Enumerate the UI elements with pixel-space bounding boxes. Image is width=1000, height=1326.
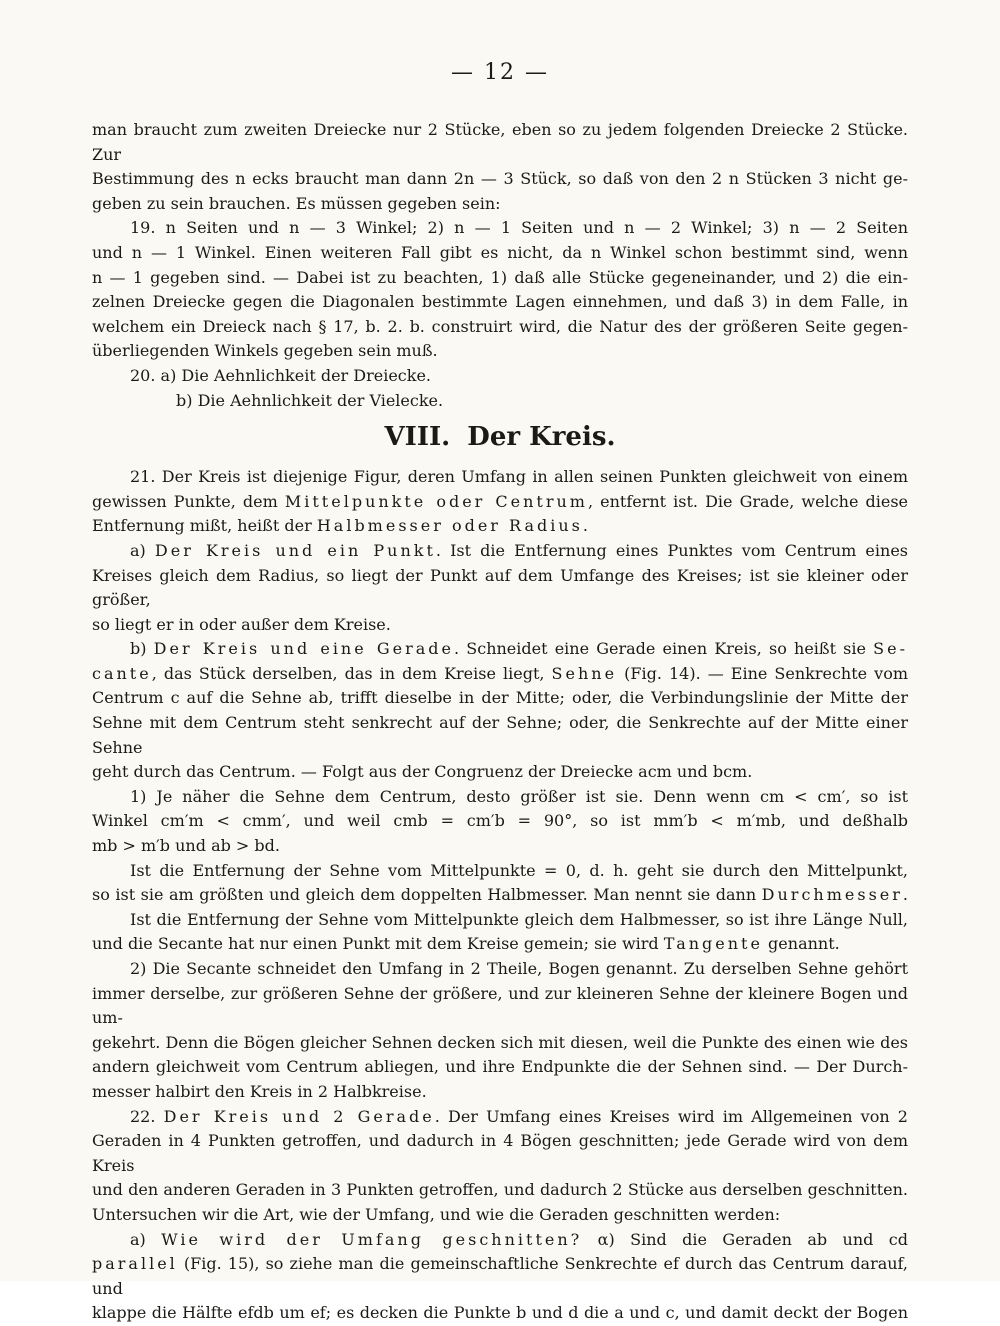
text-line: Winkel cm′m < cmm′, und weil cmb = cm′b = 90°, so ist mm′b < m′mb, und deßhalb <box>92 811 908 831</box>
text-line: 1) Je näher die Sehne dem Centrum, desto größer ist sie. Denn wenn cm < cm′, so ist <box>130 786 908 806</box>
text-line: messer halbirt den Kreis in 2 Halbkreise. <box>92 1081 427 1101</box>
text-line: Entfernung mißt, heißt der Halbmesser oder Radius. <box>92 516 588 536</box>
text-line: welchem ein Dreieck nach § 17, b. 2. b. construirt wird, die Natur des der größeren Seite gegen- <box>92 316 908 336</box>
section-title: Der Kreis. <box>467 422 616 453</box>
text-line: 19. n Seiten und n — 3 Winkel; 2) n — 1 Seiten und n — 2 Winkel; 3) n — 2 Seiten <box>130 218 908 238</box>
text-line: a) Wie wird der Umfang geschnitten? α) Sind die Geraden ab und cd <box>130 1229 908 1249</box>
text-line: klappe die Hälfte efdb um ef; es decken die Punkte b und d die a und c, und damit deckt der Bogen <box>92 1303 908 1323</box>
body-text <box>92 118 908 413</box>
page-number: — 12 — <box>451 60 549 85</box>
text-line: Bestimmung des n ecks braucht man dann 2n — 3 Stück, so daß von den 2 n Stücken 3 nicht ge- <box>92 169 908 189</box>
text-line: Ist die Entfernung der Sehne vom Mittelpunkte gleich dem Halbmesser, so ist ihre Länge Null, <box>130 909 908 929</box>
text-line: Geraden in 4 Punkten getroffen, und dadurch in 4 Bögen geschnitten; jede Gerade wird von dem Kreis <box>92 1131 908 1175</box>
text-line: gewissen Punkte, dem Mittelpunkte oder Centrum, entfernt ist. Die Grade, welche diese <box>92 491 908 511</box>
text-line: mb > m′b und ab > bd. <box>92 836 280 856</box>
text-line: Centrum c auf die Sehne ab, trifft dieselbe in der Mitte; oder, die Verbindungslinie der Mitte der <box>92 688 908 708</box>
text-line: parallel (Fig. 15), so ziehe man die gemeinschaftliche Senkrechte ef durch das Centrum darauf, und <box>92 1254 908 1298</box>
text-line: gekehrt. Denn die Bögen gleicher Sehnen decken sich mit diesen, weil die Punkte des einen wie des <box>92 1032 908 1052</box>
text-line: Kreises gleich dem Radius, so liegt der Punkt auf dem Umfange des Kreises; ist sie kleiner oder größer, <box>92 565 908 610</box>
section-numeral: VIII. <box>384 422 451 453</box>
text-line: Ist die Entfernung der Sehne vom Mittelpunkte = 0, d. h. geht sie durch den Mittelpunkt, <box>130 860 908 880</box>
text-line: geht durch das Centrum. — Folgt aus der Congruenz der Dreiecke acm und bcm. <box>92 762 753 782</box>
text-line: geben zu sein brauchen. Es müssen gegeben sein: <box>92 193 501 213</box>
section-heading <box>92 421 908 453</box>
text-line: 22. Der Kreis und 2 Gerade. Der Umfang eines Kreises wird im Allgemeinen von 2 <box>130 1106 908 1126</box>
text-line: überliegenden Winkels gegeben sein muß. <box>92 341 438 361</box>
text-line: so liegt er in oder außer dem Kreise. <box>92 614 391 634</box>
text-line: 2) Die Secante schneidet den Umfang in 2 Theile, Bogen genannt. Zu derselben Sehne gehört <box>130 959 908 978</box>
text-line: 20. a) Die Aehnlichkeit der Dreiecke. <box>130 365 432 385</box>
text-line: man braucht zum zweiten Dreiecke nur 2 Stücke, eben so zu jedem folgenden Dreiecke 2 Stücke. Zur <box>92 120 908 164</box>
text-line: und die Secante hat nur einen Punkt mit dem Kreise gemein; sie wird Tangente genannt. <box>92 934 840 954</box>
text-line: so ist sie am größten und gleich dem doppelten Halbmesser. Man nennt sie dann Durchmesser. <box>92 885 908 905</box>
text-line: a) Der Kreis und ein Punkt. Ist die Entfernung eines Punktes vom Centrum eines <box>130 540 909 560</box>
body-text-continued <box>92 465 908 1326</box>
text-line: cante, das Stück derselben, das in dem Kreise liegt, Sehne (Fig. 14). — Eine Senkrechte vom <box>92 663 909 683</box>
text-line: 21. Der Kreis ist diejenige Figur, deren Umfang in allen seinen Punkten gleichweit von einem <box>130 467 908 487</box>
text-line: und den anderen Geraden in 3 Punkten getroffen, und dadurch 2 Stücke aus derselben geschnitten. <box>92 1180 908 1200</box>
text-line: Untersuchen wir die Art, wie der Umfang, und wie die Geraden geschnitten werden: <box>92 1204 781 1224</box>
text-line: andern gleichweit vom Centrum abliegen, und ihre Endpunkte die der Sehnen sind. — Der Durch- <box>92 1057 908 1077</box>
text-line: immer derselbe, zur größeren Sehne der größere, und zur kleineren Sehne der kleinere Bogen und um- <box>92 983 908 1028</box>
text-line: Sehne mit dem Centrum steht senkrecht auf der Sehne; oder, die Senkrechte auf der Mitte einer Sehne <box>92 713 908 757</box>
text-line: b) Der Kreis und eine Gerade. Schneidet eine Gerade einen Kreis, so heißt sie Se- <box>130 639 908 659</box>
text-line: und n — 1 Winkel. Einen weiteren Fall gibt es nicht, da n Winkel schon bestimmt sind, wenn <box>92 242 908 262</box>
text-line: zelnen Dreiecke gegen die Diagonalen bestimmte Lagen einnehmen, und daß 3) in dem Falle, in <box>92 292 908 312</box>
text-line: n — 1 gegeben sind. — Dabei ist zu beachten, 1) daß alle Stücke gegeneinander, und 2) die ein- <box>92 267 908 287</box>
text-line: b) Die Aehnlichkeit der Vielecke. <box>176 390 444 410</box>
